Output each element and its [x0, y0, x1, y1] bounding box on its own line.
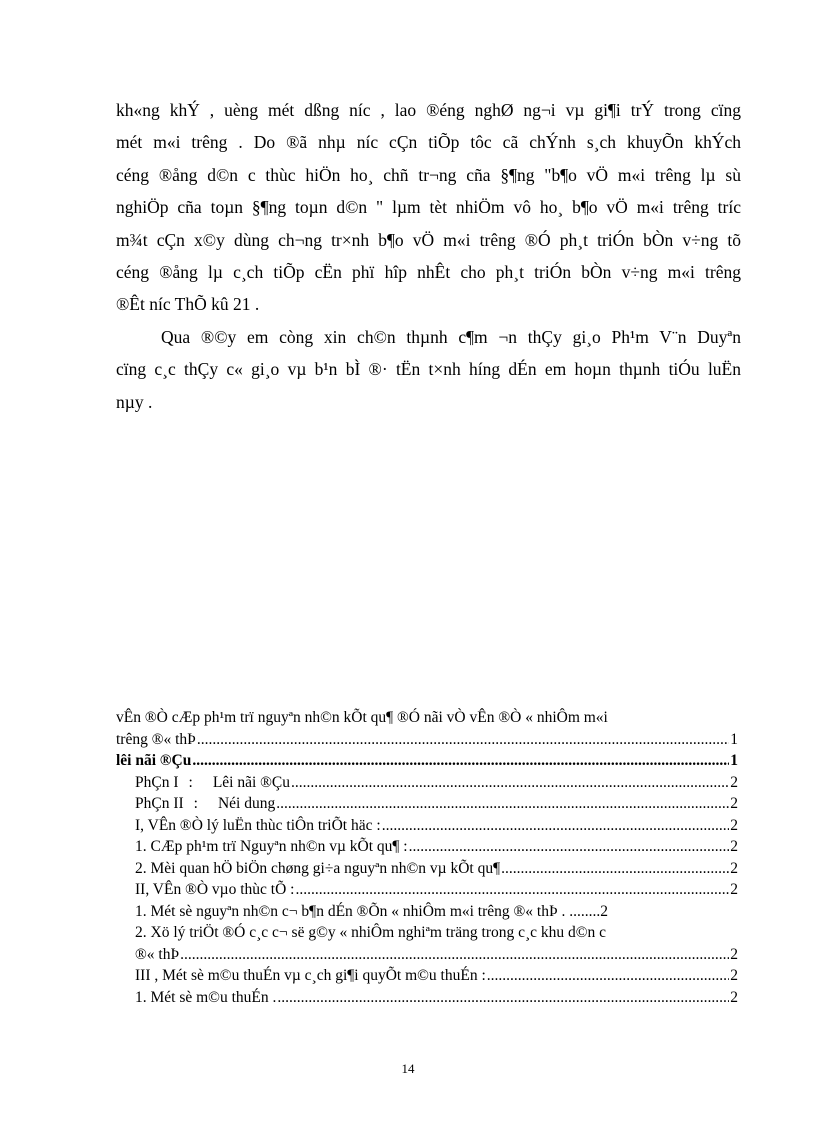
body-line: nghiÖp cña toµn §¶ng toµn d©n " lµm tèt nhiÖm vô ho¸ b¶o vÖ m«i trêng tríc [116, 197, 741, 218]
body-line: ®Êt níc ThÕ kû 21 . [116, 294, 260, 315]
toc-leader-dots [277, 987, 729, 1009]
toc-leader-dots [276, 793, 729, 815]
body-line: céng ®ång d©n c thùc hiÖn ho¸ chñ tr¬ng cña §¶ng "b¶o vÖ m«i trêng lµ sù [116, 164, 741, 185]
toc-entry-section-2-2[interactable] [116, 944, 738, 966]
toc-page-number: 2 [730, 773, 738, 791]
toc-entry-section-3[interactable] [116, 965, 738, 987]
toc-entry-section-2[interactable] [116, 879, 738, 901]
toc-part-label: PhÇn I [135, 773, 179, 791]
body-paragraph [116, 94, 741, 418]
toc-page-number: 2 [730, 859, 738, 877]
toc-entry-text: 1. Mét sè m©u thuÉn . [135, 988, 277, 1006]
toc-heading-line: vÊn ®Ò cÆp ph¹m trï nguyªn nh©n kÕt qu¶ ®Ó nãi vÒ vÊn ®Ò « nhiÔm m«i [116, 709, 608, 726]
toc-page-number: 2 [730, 881, 738, 898]
toc-entry-text: lêi nãi ®Çu [116, 752, 192, 769]
page-number: 14 [401, 1061, 415, 1076]
toc-entry-text [135, 772, 290, 794]
toc-part-title: Néi dung [217, 795, 276, 812]
toc-page-number: 2 [600, 902, 608, 920]
acknowledgement-line: Qua ®©y em còng xin ch©n thµnh c¶m ¬n thÇy gi¸o Ph¹m V¨n Duyªn [161, 326, 741, 347]
table-of-contents [116, 707, 738, 1008]
toc-part-separator: : [188, 773, 193, 791]
toc-entry-section-1-1[interactable] [116, 836, 738, 858]
toc-entry-text: III , Mét sè m©u thuÉn vµ c¸ch gi¶i quyÕt m©u thuÉn : [135, 967, 486, 984]
body-line: kh«ng khÝ , uèng mét dßng níc , lao ®éng nghØ ng¬i vµ gi¶i trÝ trong cïng [116, 100, 741, 120]
toc-entry-text: 2. Mèi quan hÖ biÖn chøng gi÷a nguyªn nh©n vµ kÕt qu¶ [135, 859, 501, 877]
toc-entry-text: 1. CÆp ph¹m trï Nguyªn nh©n vµ kÕt qu¶ : [135, 838, 408, 855]
toc-entry-intro[interactable] [116, 750, 738, 772]
toc-page-number: 1 [730, 752, 738, 769]
acknowledgement-line: nµy . [116, 391, 153, 412]
toc-leader-dots [501, 858, 729, 880]
body-line: céng ®ång lµ c¸ch tiÕp cËn phï hîp nhÊt cho ph¸t triÓn bÒn v÷ng m«i trêng [116, 262, 741, 283]
toc-part-label: PhÇn II [135, 795, 184, 812]
toc-page-number: 2 [730, 816, 738, 834]
toc-entry-section-1-2[interactable] [116, 858, 738, 880]
toc-entry-part2[interactable] [116, 793, 738, 815]
toc-page-number: 2 [730, 988, 738, 1006]
toc-entry-text [135, 793, 275, 815]
toc-page-number: 2 [730, 967, 738, 984]
toc-leader-dots [197, 729, 729, 751]
toc-page-number: 2 [730, 795, 738, 812]
toc-page-number: 2 [730, 945, 738, 963]
body-line: m¾t cÇn x©y dùng ch¬ng tr×nh b¶o vÖ m«i trêng ®Ó ph¸t triÓn bÒn v÷ng tõ [116, 229, 741, 250]
toc-entry-section-2-2-line: 2. Xö lý triÖt ®Ó c¸c c¬ së g©y « nhiÔm nghiªm träng trong c¸c khu d©n c [135, 924, 607, 941]
toc-entry-section-1[interactable] [116, 815, 738, 837]
body-line: mét m«i trêng . Do ®ã nhµ níc cÇn tiÕp tôc cã chÝnh s¸ch khuyÕn khÝch [116, 132, 741, 153]
toc-leader-dots [487, 965, 730, 987]
toc-part-separator: : [193, 795, 198, 812]
toc-entry-heading[interactable] [116, 729, 738, 751]
toc-leader-dots [291, 772, 729, 794]
toc-entry-section-2-1[interactable] [116, 901, 738, 923]
acknowledgement-line: cïng c¸c thÇy c« gi¸o vµ b¹n bÌ ®· tËn t×nh híng dÉn em hoµn thµnh tiÓu luËn [116, 359, 741, 380]
toc-leader-dots [192, 750, 729, 772]
toc-entry-text: trêng ®« thÞ [116, 730, 196, 748]
toc-entry-part1[interactable] [116, 772, 738, 794]
toc-page-number: 1 [730, 730, 738, 748]
toc-entry-text: II, VÊn ®Ò vµo thùc tÕ : [135, 881, 295, 898]
toc-part-title: Lêi nãi ®Çu [212, 773, 291, 791]
toc-page-number: 2 [730, 838, 738, 855]
toc-entry-text: I, VÊn ®Ò lý luËn thùc tiÔn triÕt häc : [135, 816, 381, 834]
toc-entry-section-3-1[interactable] [116, 987, 738, 1009]
toc-leader-dots [409, 836, 730, 858]
toc-leader-dots [295, 879, 729, 901]
toc-leader-dots [382, 815, 730, 837]
toc-entry-text: ®« thÞ [135, 945, 180, 963]
toc-entry-text: 1. Mét sè nguyªn nh©n c¬ b¶n dÉn ®Õn « nhiÔm m«i trêng ®« thÞ . ........ [135, 902, 601, 920]
toc-leader-dots [180, 944, 729, 966]
